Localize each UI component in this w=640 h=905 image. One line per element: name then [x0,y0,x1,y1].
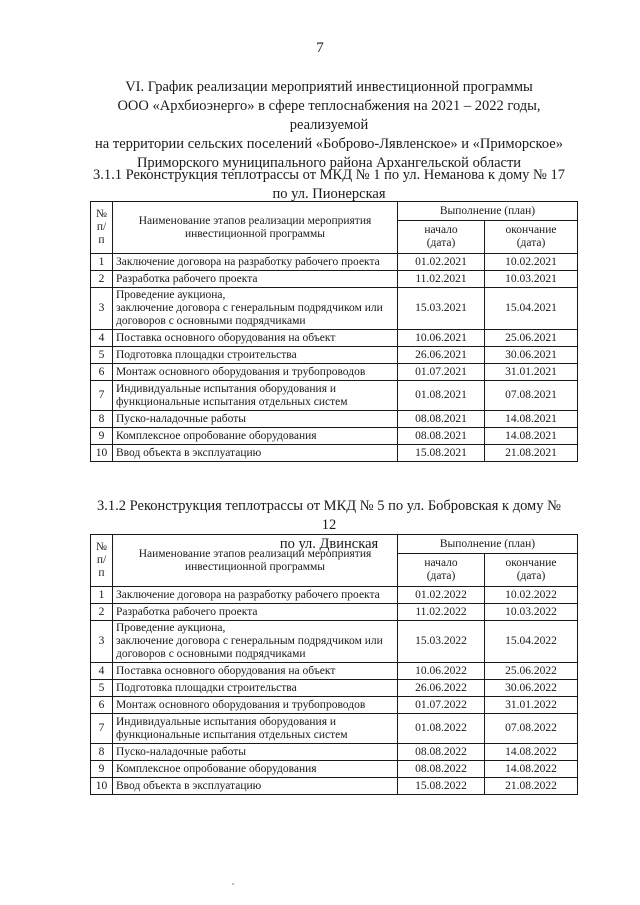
stage-name: Ввод объекта в эксплуатацию [113,778,398,795]
row-number: 10 [91,778,113,795]
table-row [91,778,578,795]
start-date: 10.06.2021 [398,330,485,347]
row-number: 8 [91,744,113,761]
stage-name: Индивидуальные испытания оборудования и функциональные испытания отдельных систем [113,714,398,744]
start-date: 01.07.2022 [398,697,485,714]
section-title-line: по ул. Двинская [279,536,379,552]
row-number: 7 [91,714,113,744]
table-row [91,271,578,288]
row-number: 3 [91,621,113,663]
table-row [91,680,578,697]
stage-name: Проведение аукциона, заключение договора с генеральным подрядчиком или договоров с основными подрядчиками [113,288,398,330]
row-number: 5 [91,680,113,697]
scan-speck [232,883,234,885]
section-title-1 [90,166,568,204]
schedule-table-2 [90,534,578,795]
col-header-name [113,535,398,587]
row-number: 1 [91,587,113,604]
stage-name: Монтаж основного оборудования и трубопроводов [113,697,398,714]
row-number: 6 [91,697,113,714]
table-row [91,761,578,778]
stage-name: Подготовка площадки строительства [113,347,398,364]
table-row [91,445,578,462]
row-number: 3 [91,288,113,330]
end-date: 30.06.2022 [485,680,578,697]
row-number: 7 [91,381,113,411]
header-text: начало (дата) [424,224,458,249]
col-header-start [398,221,485,254]
end-date: 10.02.2021 [485,254,578,271]
col-header-end [485,221,578,254]
col-header-num [91,535,113,587]
stage-name: Ввод объекта в эксплуатацию [113,445,398,462]
section-title-line: по ул. Пионерская [272,186,386,202]
start-date: 11.02.2021 [398,271,485,288]
start-date: 15.08.2021 [398,445,485,462]
stage-name: Поставка основного оборудования на объект [113,663,398,680]
heading-line: ООО «Архбиоэнерго» в сфере теплоснабжения на 2021 – 2022 годы, реализуемой [117,98,541,133]
table-row [91,744,578,761]
end-date: 07.08.2022 [485,714,578,744]
start-date: 11.02.2022 [398,604,485,621]
end-date: 31.01.2021 [485,364,578,381]
col-header-end [485,554,578,587]
table-row [91,381,578,411]
start-date: 10.06.2022 [398,663,485,680]
stage-name: Пуско-наладочные работы [113,411,398,428]
table-row [91,621,578,663]
stage-name: Пуско-наладочные работы [113,744,398,761]
row-number: 4 [91,330,113,347]
col-header-name [113,202,398,254]
row-number: 9 [91,761,113,778]
table-row [91,330,578,347]
end-date: 10.02.2022 [485,587,578,604]
table-row [91,604,578,621]
schedule-table-1 [90,201,578,462]
header-text: № п/п [96,208,107,246]
heading-line: Приморского муниципального района Архангельской области [136,155,522,171]
row-number: 6 [91,364,113,381]
start-date: 15.03.2021 [398,288,485,330]
table-row [91,288,578,330]
row-number: 10 [91,445,113,462]
document-heading [90,78,568,173]
table-row [91,347,578,364]
stage-name: Комплексное опробование оборудования [113,761,398,778]
table-row [91,587,578,604]
end-date: 15.04.2022 [485,621,578,663]
end-date: 14.08.2022 [485,744,578,761]
row-number: 4 [91,663,113,680]
start-date: 15.03.2022 [398,621,485,663]
row-number: 8 [91,411,113,428]
stage-name: Разработка рабочего проекта [113,604,398,621]
start-date: 08.08.2021 [398,428,485,445]
col-header-start [398,554,485,587]
table-row [91,411,578,428]
start-date: 08.08.2022 [398,744,485,761]
table-row [91,428,578,445]
stage-name: Разработка рабочего проекта [113,271,398,288]
header-text: Наименование этапов реализации мероприятия инвестиционной программы [138,547,372,573]
page-number: 7 [316,40,324,56]
table-row [91,663,578,680]
start-date: 01.02.2022 [398,587,485,604]
end-date: 14.08.2022 [485,761,578,778]
stage-name: Проведение аукциона, заключение договора с генеральным подрядчиком или договоров с основными подрядчиками [113,621,398,663]
header-text: окончание (дата) [505,224,557,249]
start-date: 01.08.2022 [398,714,485,744]
end-date: 21.08.2021 [485,445,578,462]
header-text: № п/п [96,541,107,579]
end-date: 25.06.2022 [485,663,578,680]
col-header-execution: Выполнение (план) [398,535,578,554]
start-date: 01.02.2021 [398,254,485,271]
row-number: 9 [91,428,113,445]
row-number: 2 [91,271,113,288]
stage-name: Заключение договора на разработку рабочего проекта [113,587,398,604]
table-row [91,697,578,714]
stage-name: Заключение договора на разработку рабочего проекта [113,254,398,271]
table-row [91,364,578,381]
start-date: 15.08.2022 [398,778,485,795]
end-date: 07.08.2021 [485,381,578,411]
end-date: 10.03.2022 [485,604,578,621]
end-date: 14.08.2021 [485,428,578,445]
stage-name: Индивидуальные испытания оборудования и функциональные испытания отдельных систем [113,381,398,411]
start-date: 26.06.2021 [398,347,485,364]
start-date: 08.08.2022 [398,761,485,778]
row-number: 5 [91,347,113,364]
end-date: 25.06.2021 [485,330,578,347]
start-date: 08.08.2021 [398,411,485,428]
stage-name: Подготовка площадки строительства [113,680,398,697]
end-date: 15.04.2021 [485,288,578,330]
row-number: 1 [91,254,113,271]
col-header-execution: Выполнение (план) [398,202,578,221]
header-text: начало (дата) [424,557,458,582]
end-date: 10.03.2021 [485,271,578,288]
heading-line: на территории сельских поселений «Боброво-Лявленское» и «Приморское» [95,136,563,152]
header-text: Наименование этапов реализации мероприятия инвестиционной программы [138,214,372,240]
stage-name: Монтаж основного оборудования и трубопроводов [113,364,398,381]
end-date: 21.08.2022 [485,778,578,795]
start-date: 01.07.2021 [398,364,485,381]
table-row [91,254,578,271]
end-date: 30.06.2021 [485,347,578,364]
start-date: 01.08.2021 [398,381,485,411]
section-title-line: 3.1.1 Реконструкция теплотрассы от МКД № 1 по ул. Неманова к дому № 17 [93,167,565,183]
heading-line: VI. График реализации мероприятий инвестиционной программы [125,79,533,95]
start-date: 26.06.2022 [398,680,485,697]
col-header-num [91,202,113,254]
section-title-line: 3.1.2 Реконструкция теплотрассы от МКД № 5 по ул. Бобровская к дому № 12 [97,498,561,533]
row-number: 2 [91,604,113,621]
table-row [91,714,578,744]
end-date: 31.01.2022 [485,697,578,714]
header-text: окончание (дата) [505,557,557,582]
stage-name: Комплексное опробование оборудования [113,428,398,445]
stage-name: Поставка основного оборудования на объект [113,330,398,347]
end-date: 14.08.2021 [485,411,578,428]
